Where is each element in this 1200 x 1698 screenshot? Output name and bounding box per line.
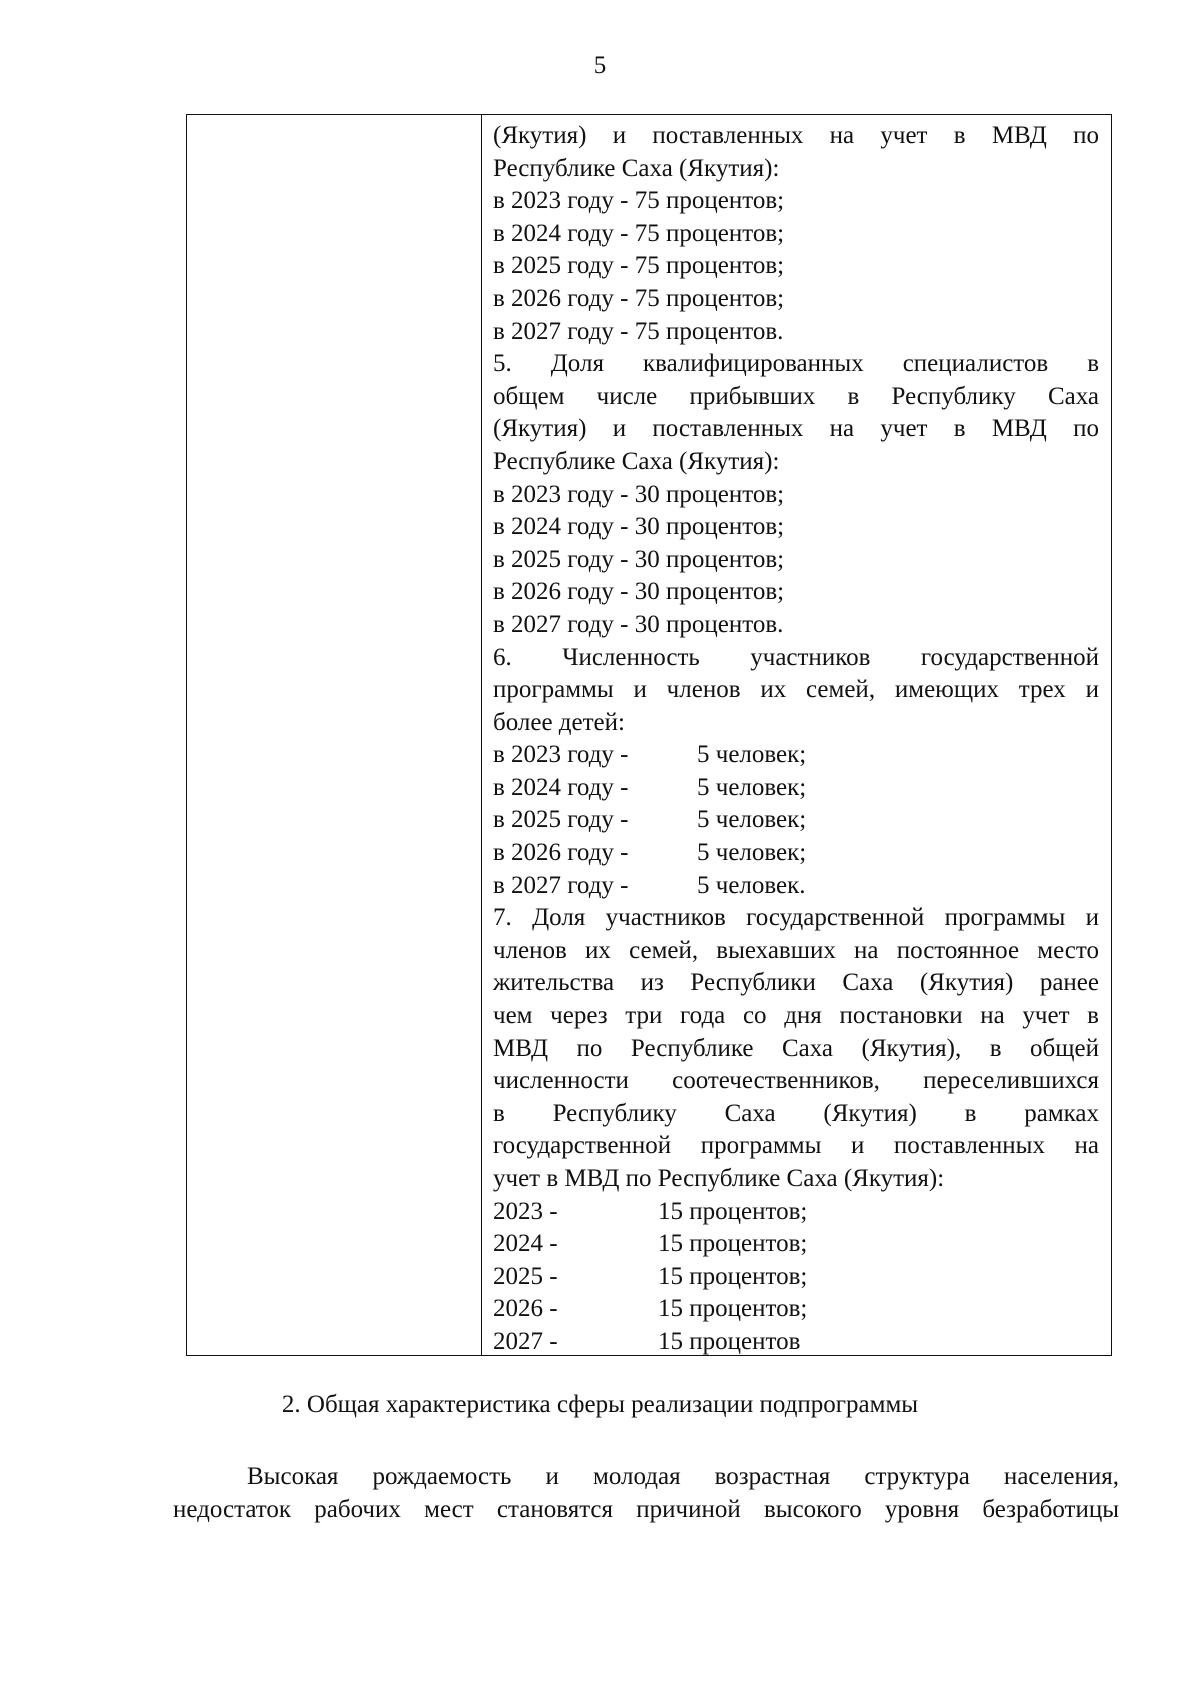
table-line [493,1261,1099,1294]
table-line: жительства из Республики Саха (Якутия) ранее [493,969,1099,997]
table-line: государственной программы и поставленных на [493,1132,1099,1160]
year-value: 15 процентов; [658,1295,808,1323]
year-label: в 2025 году - [493,806,629,834]
table-line [493,870,1099,903]
table-line [493,804,1099,837]
year-label: в 2026 году - [493,839,629,867]
table-line: в 2026 году - 75 процентов; [493,284,785,312]
table-line: программы и членов их семей, имеющих трех и [493,676,1099,704]
table-line: учет в МВД по Республике Саха (Якутия): [493,1165,945,1192]
table-line: чем через три года со дня постановки на учет в [493,1002,1099,1030]
year-label: в 2027 году - [493,871,629,899]
year-value: 5 человек; [697,839,807,867]
year-label: 2023 - [493,1197,558,1225]
table-line [493,1326,1099,1359]
paragraph-line: недостаток рабочих мест становятся причиной высокого уровня безработицы [173,1496,1119,1523]
table-line: Республике Саха (Якутия): [493,447,780,475]
table-line: в Республику Саха (Якутия) в рамках [493,1099,1099,1127]
year-label: в 2023 году - [493,741,629,769]
year-value: 15 процентов; [658,1262,808,1290]
table-line: в 2025 году - 30 процентов; [493,545,785,573]
table-right-cell [482,115,1111,1355]
table-line [493,1293,1099,1326]
table-line [493,772,1099,805]
table-line [493,1196,1099,1229]
table-left-cell [187,115,482,1355]
indicators-table [186,114,1112,1356]
table-line: Республике Саха (Якутия): [493,154,780,182]
table-line: в 2026 году - 30 процентов; [493,578,785,606]
table-line: в 2023 году - 30 процентов; [493,480,785,508]
table-line: в 2027 году - 30 процентов. [493,610,784,638]
table-line: (Якутия) и поставленных на учет в МВД по [493,122,1099,149]
year-value: 15 процентов [658,1327,801,1355]
table-line: в 2024 году - 30 процентов; [493,513,785,541]
page-number: 5 [593,52,607,79]
year-value: 5 человек; [697,806,807,834]
table-line: в 2027 году - 75 процентов. [493,317,784,345]
year-label: 2027 - [493,1327,558,1355]
year-value: 5 человек. [697,871,806,899]
table-line: в 2024 году - 75 процентов; [493,219,785,247]
table-line [493,1228,1099,1261]
year-value: 5 человек; [697,741,807,769]
table-line: МВД по Республике Саха (Якутия), в общей [493,1034,1099,1062]
year-label: 2025 - [493,1262,558,1290]
table-line: численности соотечественников, переселившихся [493,1067,1099,1095]
table-line: 7. Доля участников государственной программы и [493,904,1099,932]
year-label: 2026 - [493,1295,558,1323]
table-line: в 2023 году - 75 процентов; [493,187,785,215]
year-value: 5 человек; [697,773,807,801]
table-line: (Якутия) и поставленных на учет в МВД по [493,415,1099,443]
section-heading: 2. Общая характеристика сферы реализации подпрограммы [281,1391,919,1418]
table-line: более детей: [493,708,625,736]
table-line: 6. Численность участников государственной [493,643,1099,671]
table-line: общем числе прибывших в Республику Саха [493,382,1099,410]
table-line [493,837,1099,870]
body-paragraph [173,1460,1119,1526]
year-value: 15 процентов; [658,1230,808,1258]
table-line: членов их семей, выехавших на постоянное место [493,936,1099,964]
year-value: 15 процентов; [658,1197,808,1225]
paragraph-line: Высокая рождаемость и молодая возрастная структура населения, [247,1463,1119,1490]
year-label: в 2024 году - [493,773,629,801]
table-line: 5. Доля квалифицированных специалистов в [493,350,1099,378]
table-line: в 2025 году - 75 процентов; [493,252,785,280]
year-label: 2024 - [493,1230,558,1258]
table-line [493,739,1099,772]
